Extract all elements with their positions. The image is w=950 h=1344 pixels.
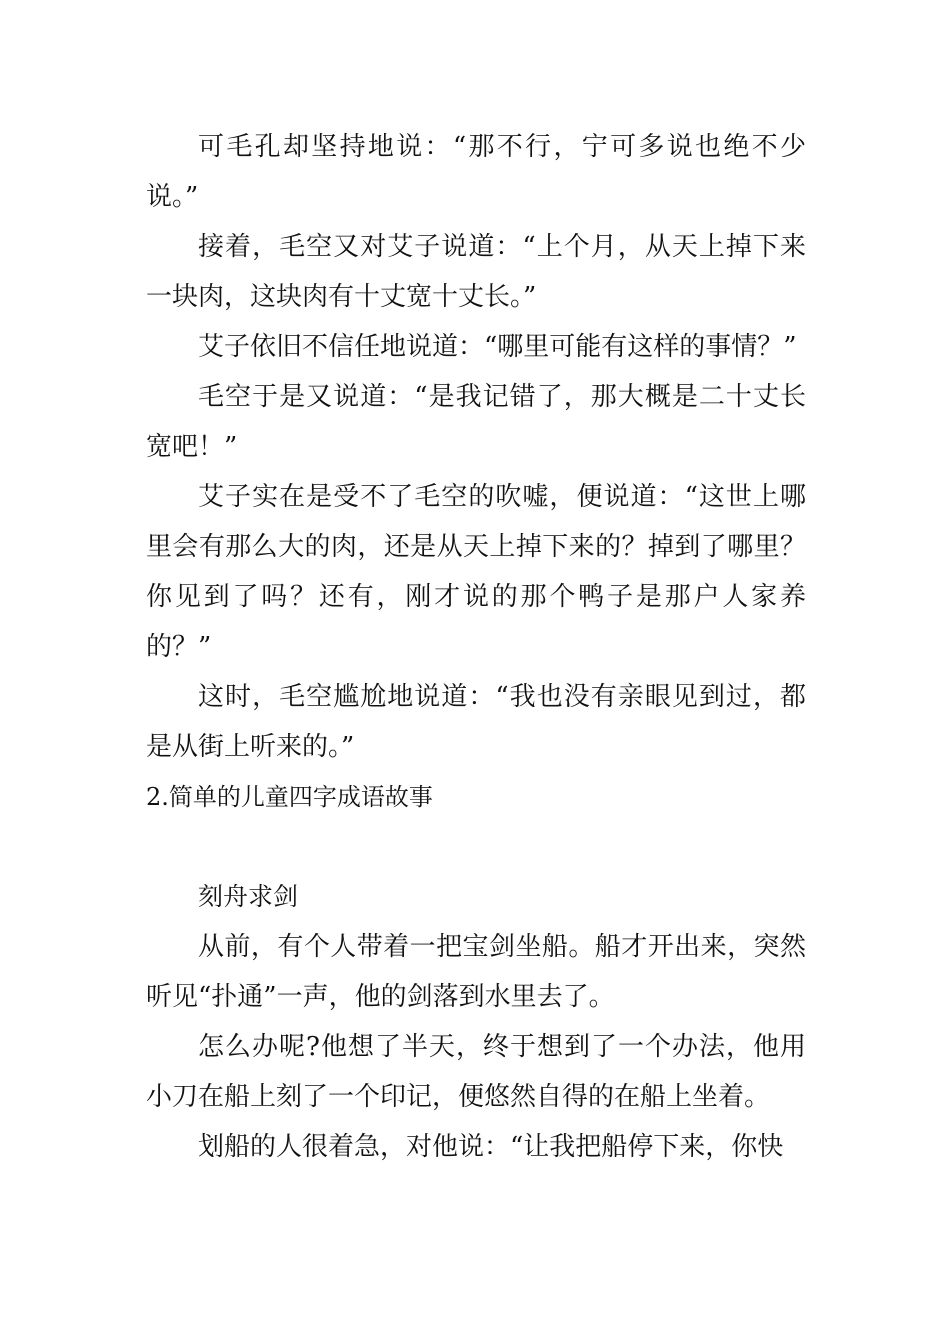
paragraph: 艾子实在是受不了毛空的吹嘘，便说道：“这世上哪里会有那么大的肉，还是从天上掉下来的？掉到了哪里？你见到了吗？还有，刚才说的那个鸭子是那户人家养的？”	[146, 482, 806, 662]
section-heading: 2.简单的儿童四字成语故事	[146, 783, 433, 811]
document-page	[146, 122, 806, 1172]
paragraph: 划船的人很着急，对他说：“让我把船停下来，你快	[198, 1132, 784, 1162]
story-title: 刻舟求剑	[198, 882, 299, 911]
paragraph: 接着，毛空又对艾子说道：“上个月，从天上掉下来一块肉，这块肉有十丈宽十丈长。”	[146, 232, 806, 312]
blank-line	[146, 822, 806, 872]
paragraph: 从前，有个人带着一把宝剑坐船。船才开出来，突然听见“扑通”一声，他的剑落到水里去了。	[146, 932, 806, 1012]
paragraph: 怎么办呢?他想了半天，终于想到了一个办法，他用小刀在船上刻了一个印记，便悠然自得的在船上坐着。	[146, 1032, 806, 1112]
paragraph: 这时，毛空尴尬地说道：“我也没有亲眼见到过，都是从街上听来的。”	[146, 682, 806, 762]
paragraph: 毛空于是又说道：“是我记错了，那大概是二十丈长宽吧！”	[146, 382, 806, 462]
paragraph: 艾子依旧不信任地说道：“哪里可能有这样的事情？”	[198, 332, 797, 362]
paragraph: 可毛孔却坚持地说：“那不行，宁可多说也绝不少说。”	[146, 132, 806, 212]
